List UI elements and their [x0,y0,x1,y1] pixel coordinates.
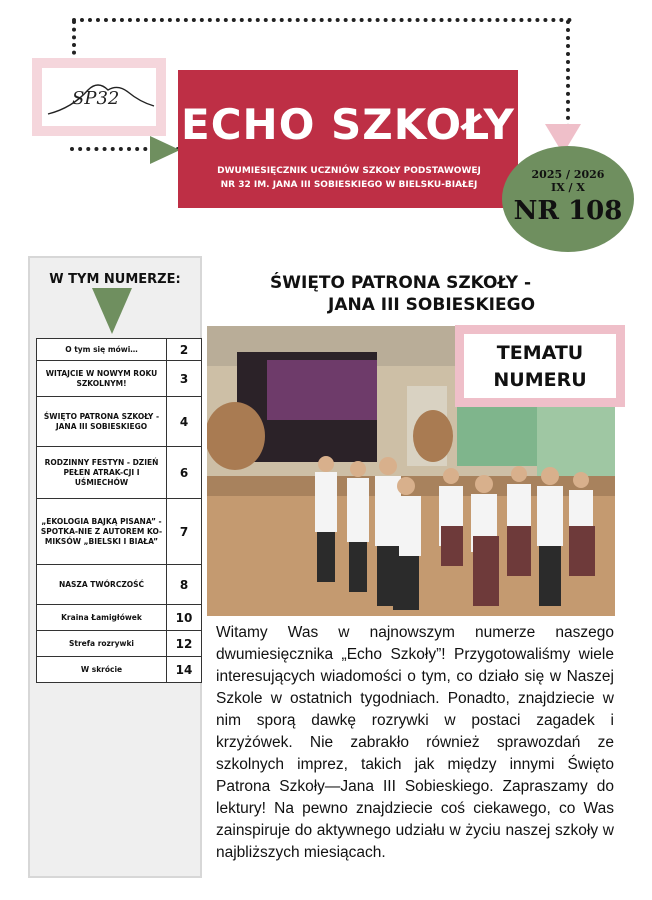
issue-months: IX / X [551,181,585,194]
toc-label: W skrócie [37,657,167,683]
issue-badge [502,146,634,252]
toc-row[interactable] [37,361,202,397]
toc-row[interactable] [37,605,202,631]
toc-row[interactable] [37,447,202,499]
logo-text: SP32 [72,88,120,109]
toc-page: 3 [167,361,202,397]
toc-row[interactable] [37,397,202,447]
green-arrow-right-icon [150,136,180,164]
toc-page: 4 [167,397,202,447]
school-logo [32,58,166,136]
issue-years: 2025 / 2026 [531,168,605,181]
dotted-line-right [566,20,570,128]
article-title-line-2: JANA III SOBIESKIEGO [328,295,536,315]
toc-row[interactable] [37,339,202,361]
article-title-line-1: ŚWIĘTO PATRONA SZKOŁY - [270,273,532,293]
article-body-text: Witamy Was w najnowszym numerze naszego dwumiesięcznika „Echo Szkoły”! Przygotowaliśmy wiele interesujących wiadomości o tym, co działo się w Naszej Szkole w ostatnich tygodniach. Ponadto, znajdziecie w nim sporą dawkę rozrywki w postaci zagadek i krzyżówek. Nie zabrakło również sprawozdań ze szkolnych imprez, takich jak między innymi Święto Patrona Szkoły—Jana III Sobieskiego. Zapraszamy do lektury! Na pewno znajdziecie coś ciekawego, co Was zainspiruje do aktywnego udziału w życiu naszej szkoły w najbliższych miesiącach. [216,624,614,861]
toc-page: 14 [167,657,202,683]
toc-label: ŚWIĘTO PATRONA SZKOŁY - JANA III SOBIESKIEGO [37,397,167,447]
toc-label: RODZINNY FESTYN - DZIEŃ PEŁEN ATRAK-CJI I UŚMIECHÓW [37,447,167,499]
subtitle-line-2: NR 32 IM. JANA III SOBIESKIEGO W BIELSKU-BIAŁEJ [220,180,478,190]
badge-line-2: NUMERU [493,369,587,391]
toc-row[interactable] [37,657,202,683]
featured-topic-badge [455,325,625,407]
badge-line-1: TEMATU [496,342,584,364]
table-of-contents-sidebar [28,256,202,878]
toc-page: 6 [167,447,202,499]
newspaper-subtitle [192,164,506,192]
subtitle-line-1: DWUMIESIĘCZNIK UCZNIÓW SZKOŁY PODSTAWOWEJ [217,166,481,176]
toc-row[interactable] [37,565,202,605]
article-title [228,272,628,316]
dotted-line-top [72,18,572,22]
toc-page: 12 [167,631,202,657]
toc-table [36,338,202,683]
featured-topic-text [464,334,616,398]
toc-label: O tym się mówi… [37,339,167,361]
toc-page: 10 [167,605,202,631]
toc-label: Strefa rozrywki [37,631,167,657]
toc-heading: W TYM NUMERZE: [49,272,181,287]
logo-frame [42,68,156,126]
toc-label: NASZA TWÓRCZOŚĆ [37,565,167,605]
toc-row[interactable] [37,631,202,657]
masthead-banner [178,70,518,208]
issue-number: NR 108 [513,196,623,226]
toc-row[interactable] [37,499,202,565]
green-arrow-down-icon [92,288,132,334]
newspaper-title: ECHO SZKOŁY [181,100,515,149]
toc-page: 8 [167,565,202,605]
toc-label: Kraina Łamigłówek [37,605,167,631]
toc-label: „EKOLOGIA BAJKĄ PISANA” - SPOTKA-NIE Z AUTOREM KO-MIKSÓW „BIELSKI I BIAŁA” [37,499,167,565]
toc-label: WITAJCIE W NOWYM ROKU SZKOLNYM! [37,361,167,397]
toc-page: 2 [167,339,202,361]
toc-page: 7 [167,499,202,565]
